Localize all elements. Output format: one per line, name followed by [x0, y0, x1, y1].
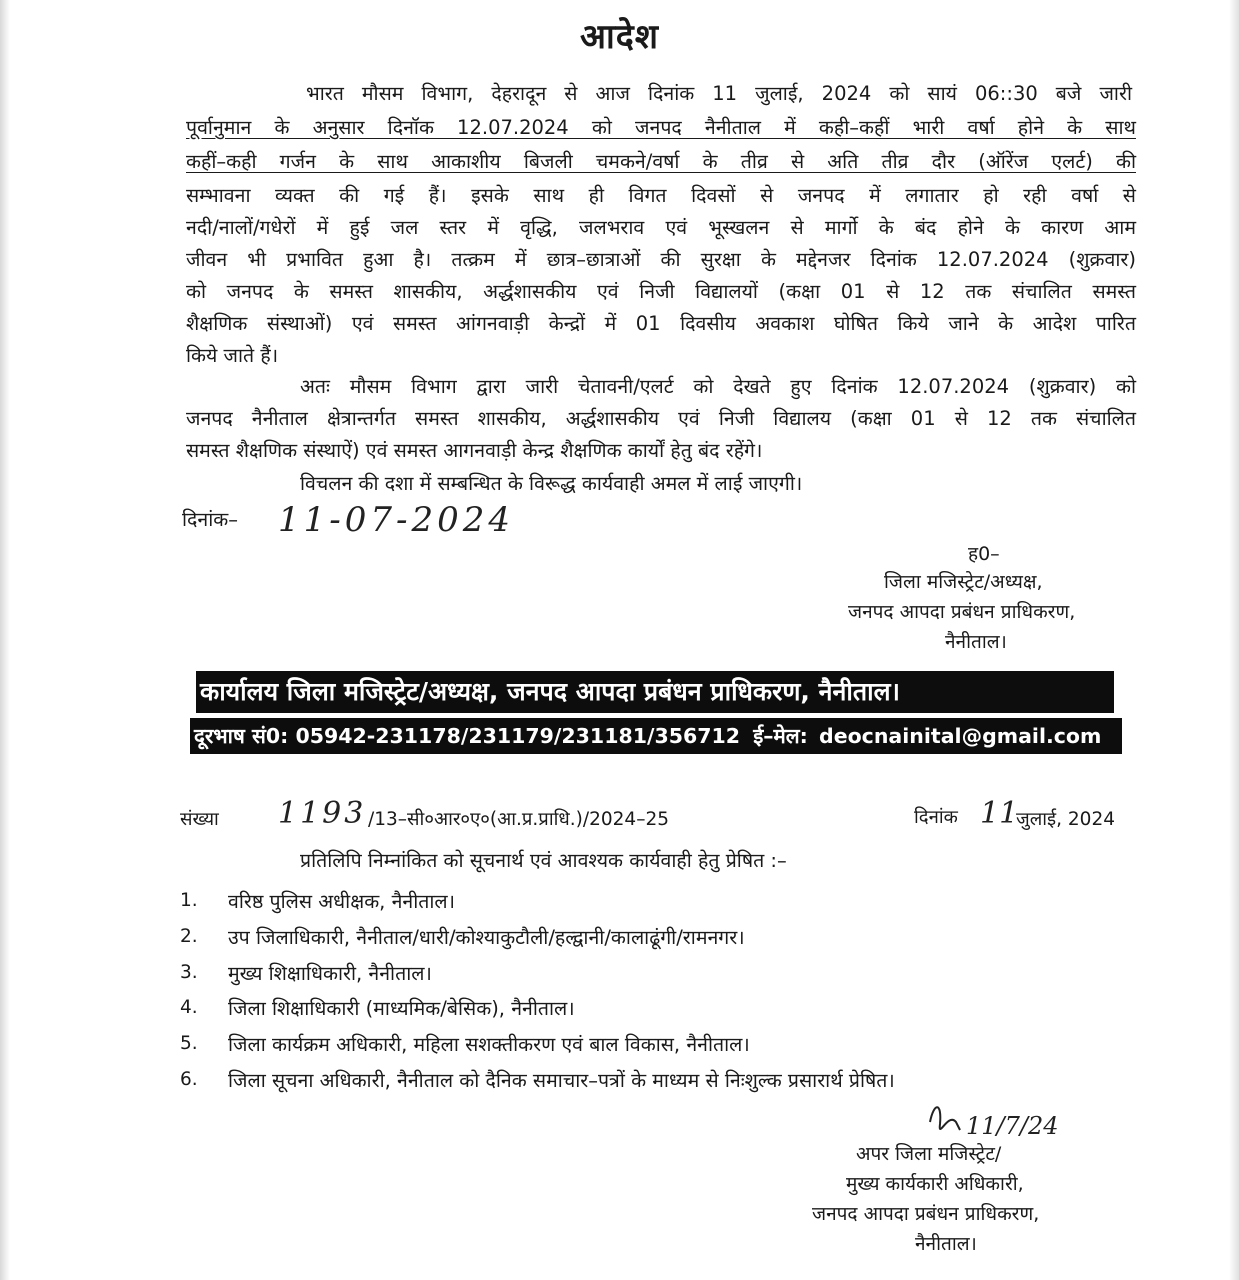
para1-line-6: जीवन भी प्रभावित हुआ है। तत्क्रम में छात्र–छात्राओं की सुरक्षा के मद्देनजर दिनांक 12.07.2024 (शुक्रवार): [186, 248, 1136, 271]
phone-label: दूरभाष सं0:: [194, 724, 289, 748]
signed-mark: ह0–: [968, 543, 1000, 565]
order-date-label: दिनांक–: [182, 508, 239, 531]
initials-date-handwritten: 11/7/24: [966, 1112, 1059, 1140]
signatory2-title-2: मुख्य कार्यकारी अधिकारी,: [846, 1173, 1024, 1195]
copy-item-text: जिला शिक्षाधिकारी (माध्यमिक/बेसिक), नैनीताल।: [228, 997, 575, 1020]
para1-line-5: नदी/नालों/गधेरों में हुई जल स्तर में वृद्धि, जलभराव एवं भूस्खलन से मार्गो के बंद होने के कारण आम: [186, 216, 1136, 239]
reference-number-handwritten: 1193: [278, 796, 367, 831]
signatory-title-2: जनपद आपदा प्रबंधन प्राधिकरण,: [848, 601, 1076, 623]
signatory2-title-1: अपर जिला मजिस्ट्रेट/: [856, 1143, 1002, 1165]
copy-item-number: 6.: [180, 1069, 198, 1090]
document-title: आदेश: [580, 17, 659, 57]
copy-item-number: 2.: [180, 926, 198, 947]
signatory2-title-3: जनपद आपदा प्रबंधन प्राधिकरण,: [812, 1203, 1040, 1225]
page-shadow-right: [1229, 0, 1239, 1280]
signatory-title-1: जिला मजिस्ट्रेट/अध्यक्ष,: [884, 571, 1043, 593]
para2-line-3: समस्त शैक्षणिक संस्थाऐं) एवं समस्त आगनवाड़ी केन्द्र शैक्षणिक कार्यों हेतु बंद रहेंगे।: [186, 439, 763, 462]
order-date-handwritten: 11-07-2024: [278, 500, 515, 540]
para1-line-7: को जनपद के समस्त शासकीय, अर्द्धशासकीय एवं निजी विद्यालयों (कक्षा 01 से 12 तक संचालित समस्त: [186, 280, 1136, 303]
page-shadow-left: [0, 0, 10, 1280]
para1-line-8: शैक्षणिक संस्थाओं) एवं समस्त आंगनवाड़ी केन्द्रों में 01 दिवसीय अवकाश घोषित किये जाने के आदेश पारित: [186, 312, 1136, 335]
para1-line-4: सम्भावना व्यक्त की गई हैं। इसके साथ ही विगत दिवसों से जनपद में लगातार हो रही वर्षा से: [186, 184, 1136, 207]
letterhead-contact-bar: [190, 718, 1122, 754]
letterhead-office-bar: [196, 671, 1114, 713]
copy-item-number: 4.: [180, 997, 198, 1018]
reference-date-suffix: जुलाई, 2024: [1016, 809, 1115, 830]
para1-line-2: पूर्वानुमान के अनुसार दिनॉक 12.07.2024 को जनपद नैनीताल में कही–कहीं भारी वर्षा होने के साथ: [186, 116, 1136, 139]
copy-item-text: जिला सूचना अधिकारी, नैनीताल को दैनिक समाचार–पत्रों के माध्यम से निःशुल्क प्रसारार्थ प्रेषित।: [228, 1069, 895, 1092]
para3-line: विचलन की दशा में सम्बन्धित के विरूद्ध कार्यवाही अमल में लाई जाएगी।: [300, 472, 803, 495]
copy-item-text: वरिष्ठ पुलिस अधीक्षक, नैनीताल।: [228, 890, 456, 913]
letterhead-office: कार्यालय जिला मजिस्ट्रेट/अध्यक्ष, जनपद आपदा प्रबंधन प्राधिकरण, नैनीताल।: [200, 677, 901, 706]
para2-line-2: जनपद नैनीताल क्षेत्रान्तर्गत समस्त शासकीय, अर्द्धशासकीय एवं निजी विद्यालय (कक्षा 01 से 12 तक संचालित: [186, 407, 1136, 430]
para1-line-3: कहीं–कही गर्जन के साथ आकाशीय बिजली चमकने/वर्षा के तीव्र से अति तीव्र दौर (ऑरेंज एलर्ट) की: [186, 150, 1136, 173]
copy-item-text: जिला कार्यक्रम अधिकारी, महिला सशक्तीकरण एवं बाल विकास, नैनीताल।: [228, 1033, 750, 1056]
email-address: deocnainital@gmail.com: [819, 724, 1102, 748]
copy-item-number: 5.: [180, 1033, 198, 1054]
copy-item-number: 1.: [180, 890, 198, 911]
signatory-title-3: नैनीताल।: [945, 631, 1007, 653]
reference-date-handwritten: 11: [980, 796, 1019, 831]
copy-item-number: 3.: [180, 962, 198, 983]
email-label: ई–मेल:: [753, 724, 808, 748]
reference-number-label: संख्या: [180, 809, 219, 830]
para2-line-1: अतः मौसम विभाग द्वारा जारी चेतावनी/एलर्ट को देखते हुए दिनांक 12.07.2024 (शुक्रवार) को: [300, 375, 1136, 398]
signatory2-title-4: नैनीताल।: [915, 1233, 977, 1255]
copy-item-text: मुख्य शिक्षाधिकारी, नैनीताल।: [228, 962, 432, 985]
para1-line-1: भारत मौसम विभाग, देहरादून से आज दिनांक 11 जुलाई, 2024 को सायं 06::30 बजे जारी: [306, 82, 1132, 105]
copy-intro: प्रतिलिपि निम्नांकित को सूचनार्थ एवं आवश्यक कार्यवाही हेतु प्रेषित :–: [300, 849, 787, 872]
reference-date-label: दिनांक: [914, 807, 958, 828]
copy-item-text: उप जिलाधिकारी, नैनीताल/धारी/कोश्याकुटौली/हल्द्वानी/कालाढूंगी/रामनगर।: [228, 926, 745, 949]
reference-number-suffix: /13–सी०आर०ए०(आ.प्र.प्राधि.)/2024–25: [368, 809, 669, 830]
para1-line-9: किये जाते हैं।: [186, 344, 279, 367]
phone-numbers: 05942-231178/231179/231181/356712: [295, 724, 741, 748]
